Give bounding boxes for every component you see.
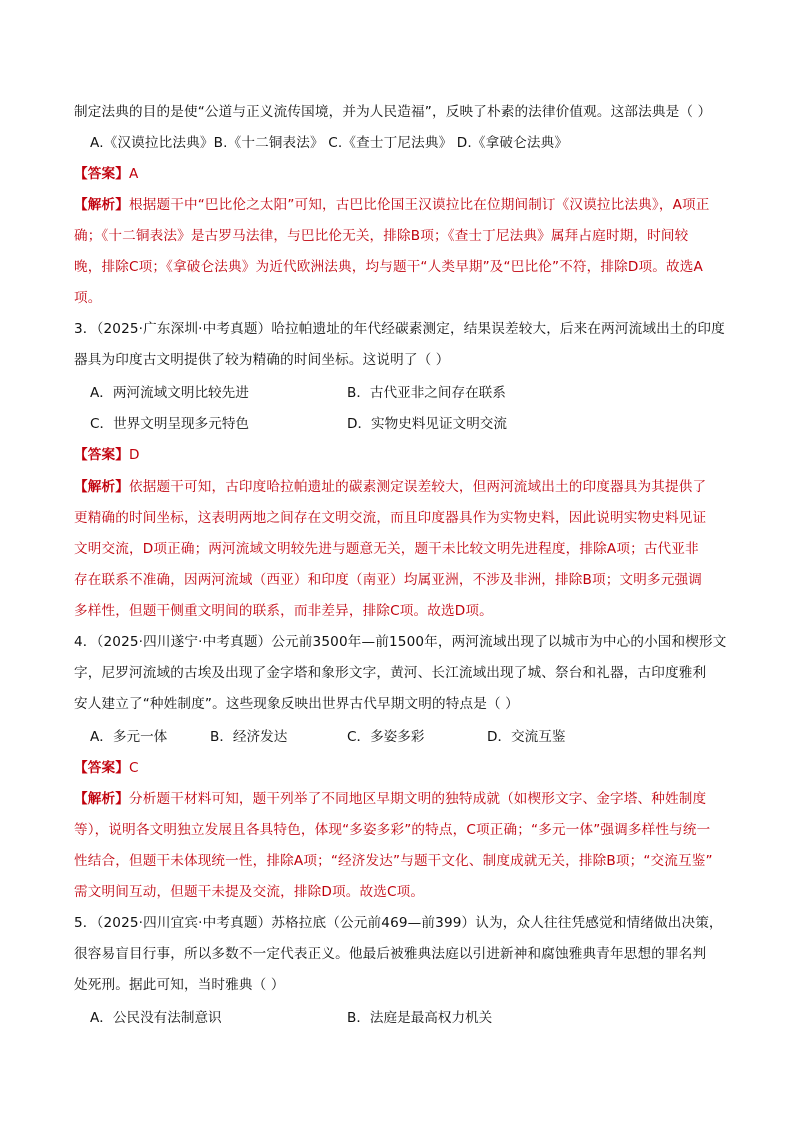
analysis-tag: 【解析】: [74, 479, 129, 495]
q5-stem-line-3: 处死刑。据此可知，当时雅典（ ）: [74, 977, 285, 993]
q4-option-a: A．多元一体: [90, 729, 168, 745]
q3-analysis-line-4: 存在联系不准确，因两河流域（西亚）和印度（南亚）均属亚洲，不涉及非洲，排除B项；文明多元强调: [74, 572, 702, 588]
q3-analysis-line-3: 文明交流，D项正确；两河流域文明较先进与题意无关，题干未比较文明先进程度，排除A项；古代亚非: [74, 541, 699, 557]
q4-analysis-line-4: 需文明间互动，但题干未提及交流，排除D项。故选C项。: [74, 884, 425, 900]
q3-stem-line-2: 器具为印度古文明提供了较为精确的时间坐标。这说明了（ ）: [74, 352, 450, 368]
q3-analysis-line-1: 【解析】依据题干可知，古印度哈拉帕遗址的碳素测定误差较大，但两河流域出土的印度器具为其提供了: [74, 479, 707, 495]
q2-answer: [74, 164, 138, 184]
answer-tag: 【答案】: [74, 166, 129, 182]
answer-tag: 【答案】: [74, 760, 129, 776]
q3-analysis-line-5: 多样性，但题干侧重文明间的联系，而非差异，排除C项。故选D项。: [74, 603, 493, 619]
analysis-tag: 【解析】: [74, 791, 129, 807]
q5-stem-line-1: 5．（2025·四川宜宾·中考真题）苏格拉底（公元前469—前399）认为，众人往往凭感觉和情绪做出决策，: [74, 915, 723, 931]
q3-option-d: D．实物史料见证文明交流: [347, 416, 507, 432]
q3-answer: [74, 445, 140, 465]
q2-analysis-line-4: 项。: [74, 290, 102, 306]
q5-stem-line-2: 很容易盲目行事，所以多数不一定代表正义。他最后被雅典法庭以引进新神和腐蚀雅典青年思想的罪名判: [74, 946, 707, 962]
analysis-tag: 【解析】: [74, 197, 129, 213]
answer-value: D: [128, 447, 140, 463]
q3-option-a: A．两河流域文明比较先进: [90, 385, 249, 401]
q4-option-c: C．多姿多彩: [347, 729, 425, 745]
q3-stem-line-1: 3．（2025·广东深圳·中考真题）哈拉帕遗址的年代经碳素测定，结果误差较大，后来在两河流域出土的印度: [74, 321, 725, 337]
q4-stem-line-3: 安人建立了“种姓制度”。这些现象反映出世界古代早期文明的特点是（ ）: [74, 696, 519, 712]
q4-option-d: D．交流互鉴: [487, 729, 566, 745]
q2-options: A.《汉谟拉比法典》B.《十二铜表法》 C.《查士丁尼法典》 D.《拿破仑法典》: [90, 135, 569, 151]
q4-option-b: B．经济发达: [210, 729, 288, 745]
q4-stem-line-1: 4．（2025·四川遂宁·中考真题）公元前3500年—前1500年，两河流域出现了以城市为中心的小国和楔形文: [74, 634, 727, 650]
answer-value: A: [128, 166, 139, 182]
answer-tag: 【答案】: [74, 447, 129, 463]
q4-analysis-line-3: 性结合，但题干未体现统一性，排除A项；“经济发达”与题干文化、制度成就无关，排除B项；“交流互鉴”: [74, 853, 713, 869]
q4-answer: [74, 758, 139, 778]
q5-option-b: B．法庭是最高权力机关: [347, 1010, 493, 1026]
q2-analysis-line-1: 【解析】根据题干中“巴比伦之太阳”可知，古巴比伦国王汉谟拉比在位期间制订《汉谟拉比法典》，A项正: [74, 197, 710, 213]
q2-analysis-line-3: 晚，排除C项；《拿破仑法典》为近代欧洲法典，均与题干“人类早期”及“巴比伦”不符，排除D项。故选A: [74, 259, 703, 275]
q3-option-b: B．古代亚非之间存在联系: [347, 385, 506, 401]
q5-option-a: A．公民没有法制意识: [90, 1010, 222, 1026]
q2-analysis-line-2: 确；《十二铜表法》是古罗马法律，与巴比伦无关，排除B项；《查士丁尼法典》属拜占庭时期，时间较: [74, 228, 689, 244]
q3-option-c: C．世界文明呈现多元特色: [90, 416, 250, 432]
q4-stem-line-2: 字，尼罗河流域的古埃及出现了金字塔和象形文字，黄河、长江流域出现了城、祭台和礼器，古印度雅利: [74, 665, 707, 681]
answer-value: C: [128, 760, 139, 776]
q4-analysis-line-1: 【解析】分析题干材料可知，题干列举了不同地区早期文明的独特成就（如楔形文字、金字塔、种姓制度: [74, 791, 707, 807]
q4-analysis-line-2: 等），说明各文明独立发展且各具特色，体现“多姿多彩”的特点，C项正确；“多元一体”强调多样性与统一: [74, 822, 711, 838]
q2-stem: 制定法典的目的是使“公道与正义流传国境，并为人民造福”，反映了朴素的法律价值观。这部法典是（ ）: [74, 104, 712, 120]
q3-analysis-line-2: 更精确的时间坐标，这表明两地之间存在文明交流，而且印度器具作为实物史料，因此说明实物史料见证: [74, 510, 707, 526]
